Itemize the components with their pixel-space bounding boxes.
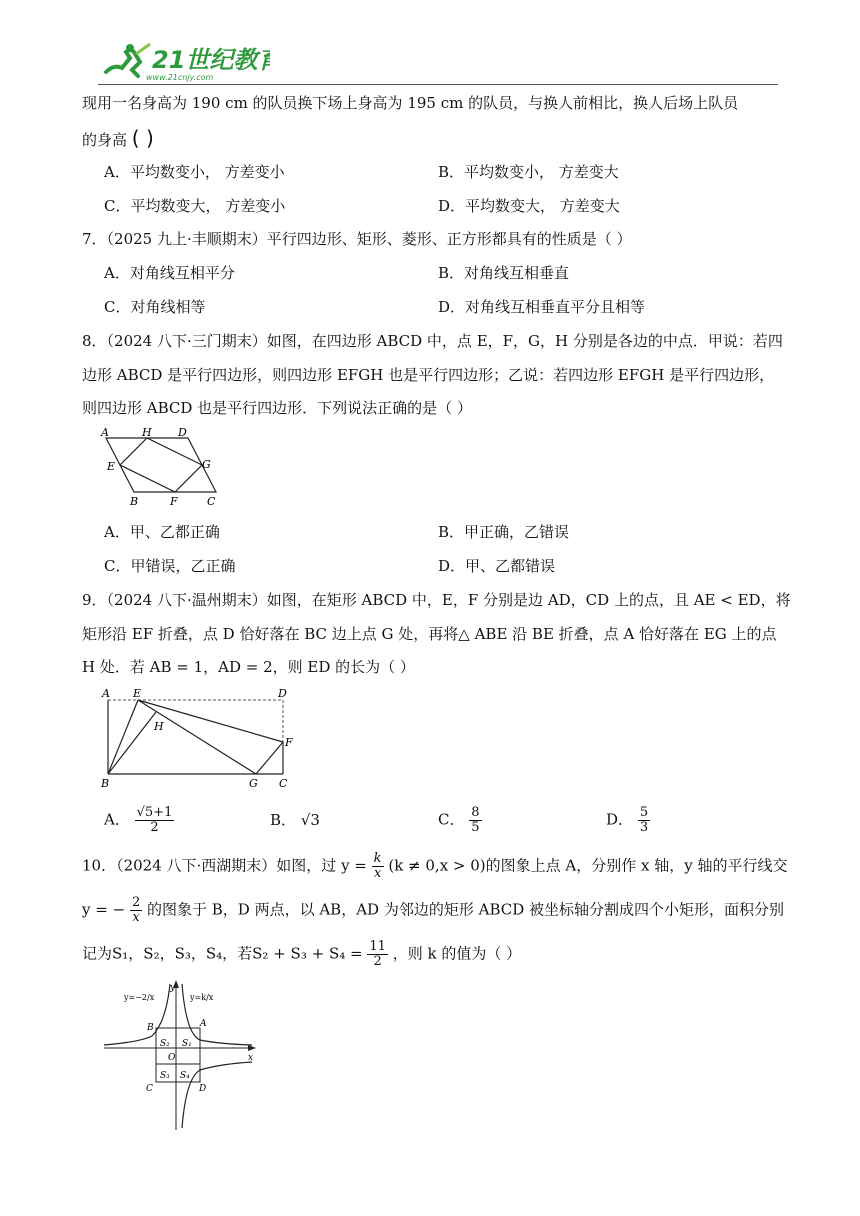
fraction-numerator: 8 [471,805,480,820]
label-a: A [101,426,109,439]
label-point-c: C [146,1084,153,1094]
q9-option-c-fraction [469,806,481,835]
fraction-denominator: 5 [471,820,480,835]
q8-stem-line2: 边形 ABCD 是平行四边形，则四边形 EFGH 也是平行四边形；乙说：若四边形 EFGH 是平行四边形， [82,366,775,384]
segment-bh [108,712,156,774]
q6-stem-line2 [82,128,782,150]
label-e: E [133,687,142,700]
q10-fraction-11-over-2 [367,940,388,969]
q9-option-a[interactable] [104,806,174,835]
label-b: B [101,777,110,790]
q9-option-a-label: A． [104,810,130,829]
fraction-denominator: x [373,866,382,881]
fraction-denominator: 2 [150,820,159,835]
q9-rectangle-figure [96,684,302,792]
label-point-b: B [147,1023,154,1033]
fraction-numerator: 5 [639,805,649,820]
q9-stem-line3: H 处．若 AB = 1，AD = 2，则 ED 的长为（ ） [82,658,415,676]
label-origin: O [168,1053,176,1063]
label-c: C [279,777,288,790]
curve-neg-2-over-x-right [182,1062,252,1128]
q10-line2-part-a: y = − [82,900,126,919]
segment-gf [256,742,283,774]
q8-stem-line3: 则四边形 ABCD 也是平行四边形．下列说法正确的是（ ） [82,399,472,417]
answer-bracket: ( ) [131,126,154,150]
q10-line2-part-b: 的图象于 B，D 两点，以 AB，AD 为邻边的矩形 ABCD 被坐标轴分割成四个小矩形，面积分别 [147,900,785,919]
site-logo [100,40,270,82]
q7-option-c[interactable]: C．对角线相等 [104,298,206,316]
q8-option-b[interactable]: B．甲正确，乙错误 [438,523,570,541]
fraction-numerator: 11 [369,939,386,954]
q7-stem: 7．（2025 九上·丰顺期末）平行四边形、矩形、菱形、正方形都具有的性质是（ ） [82,230,632,248]
q10-line1-part-a: 10．（2024 八下·西湖期末）如图，过 y = [82,856,367,875]
label-y-axis: y [170,983,176,993]
q10-line3-part-a: 记为S₁，S₂，S₃，S₄，若S₂ + S₃ + S₄ = [82,944,363,963]
q10-line1-part-b: (k ≠ 0,x > 0)的图象上点 A，分别作 x 轴，y 轴的平行线交 [388,856,788,875]
label-f: F [170,495,178,508]
label-left-curve: y=−2/x [124,993,155,1002]
q8-option-a[interactable]: A．甲、乙都正确 [104,523,220,541]
q6-stem-text: 的身高 [82,131,128,149]
q7-option-b[interactable]: B．对角线互相垂直 [438,264,570,282]
segment-eg [138,700,256,774]
x-axis-arrow-icon [248,1045,256,1051]
label-s4: S₄ [180,1071,190,1081]
q10-line3-part-b: ，则 k 的值为（ ） [392,944,522,963]
quad-efgh [120,438,202,492]
label-s3: S₃ [160,1071,170,1081]
fraction-numerator: k [373,851,382,866]
label-h: H [154,720,164,733]
fraction-denominator: 2 [373,954,382,969]
label-point-a: A [200,1019,207,1029]
fraction-denominator: 3 [639,820,649,835]
fraction-numerator: √5+1 [136,805,173,820]
q10-stem-line2 [82,895,785,925]
fraction-denominator: x [132,910,140,925]
q9-option-c[interactable] [438,806,482,835]
label-c: C [207,495,216,508]
q6-option-b[interactable]: B．平均数变小， 方差变大 [438,163,619,181]
label-g: G [202,458,211,471]
q9-stem-line2: 矩形沿 EF 折叠，点 D 恰好落在 BC 边上点 G 处，再将△ ABE 沿 BE 折叠，点 A 恰好落在 EG 上的点 [82,625,777,643]
q8-option-c[interactable]: C．甲错误，乙正确 [104,557,236,575]
fraction-numerator: 2 [131,895,141,910]
label-b: B [130,495,139,508]
q6-stem-line1: 现用一名身高为 190 cm 的队员换下场上身高为 195 cm 的队员，与换人前相比，换人后场上队员 [82,94,739,112]
q9-option-b-label: B． [270,811,297,829]
label-e: E [107,460,116,473]
header-rule [98,84,778,85]
q9-option-d-label: D． [606,810,634,829]
q9-option-c-label: C． [438,810,465,829]
quad-abcd [106,438,216,492]
q8-stem-line1: 8．（2024 八下·三门期末）如图，在四边形 ABCD 中，点 E，F，G，H 分别是各边的中点．甲说：若四 [82,332,783,350]
q9-option-b-value: √3 [300,811,320,829]
label-s1: S₁ [182,1039,192,1049]
q8-quadrilateral-figure [96,426,226,510]
q7-option-d[interactable]: D．对角线互相垂直平分且相等 [438,298,646,316]
segment-eb [108,700,138,774]
q6-option-c[interactable]: C．平均数变大， 方差变小 [104,197,286,215]
q10-stem-line3 [82,940,782,969]
q10-fraction-2-over-x [130,896,142,925]
q9-option-a-fraction [135,806,175,835]
q9-stem-line1: 9．（2024 八下·温州期末）如图，在矩形 ABCD 中，E，F 分别是边 AD，CD 上的点，且 AE < ED，将 [82,591,791,609]
label-h: H [142,426,152,439]
label-point-d: D [199,1084,207,1094]
q7-option-a[interactable]: A．对角线互相平分 [104,264,235,282]
label-s2: S₂ [160,1039,170,1049]
label-right-curve: y=k/x [190,993,214,1002]
logo-url-text: www.21cnjy.com [146,73,214,82]
q10-stem-line1 [82,851,788,881]
label-d: D [278,687,287,700]
q10-hyperbola-figure [100,978,260,1134]
q9-option-d-fraction [638,806,650,835]
q9-option-d[interactable] [606,806,650,835]
q9-option-b[interactable] [270,810,320,830]
q8-option-d[interactable]: D．甲、乙都错误 [438,557,556,575]
label-a: A [102,687,110,700]
runner-logo-icon [100,40,270,82]
label-x-axis: x [248,1053,254,1063]
logo-text: 21世纪教育 [152,46,270,74]
q6-option-d[interactable]: D．平均数变大， 方差变大 [438,197,620,215]
label-g: G [249,777,258,790]
label-d: D [178,426,187,439]
label-f: F [285,736,293,749]
q10-fraction-k-over-x [372,852,384,881]
q6-option-a[interactable]: A．平均数变小， 方差变小 [104,163,285,181]
